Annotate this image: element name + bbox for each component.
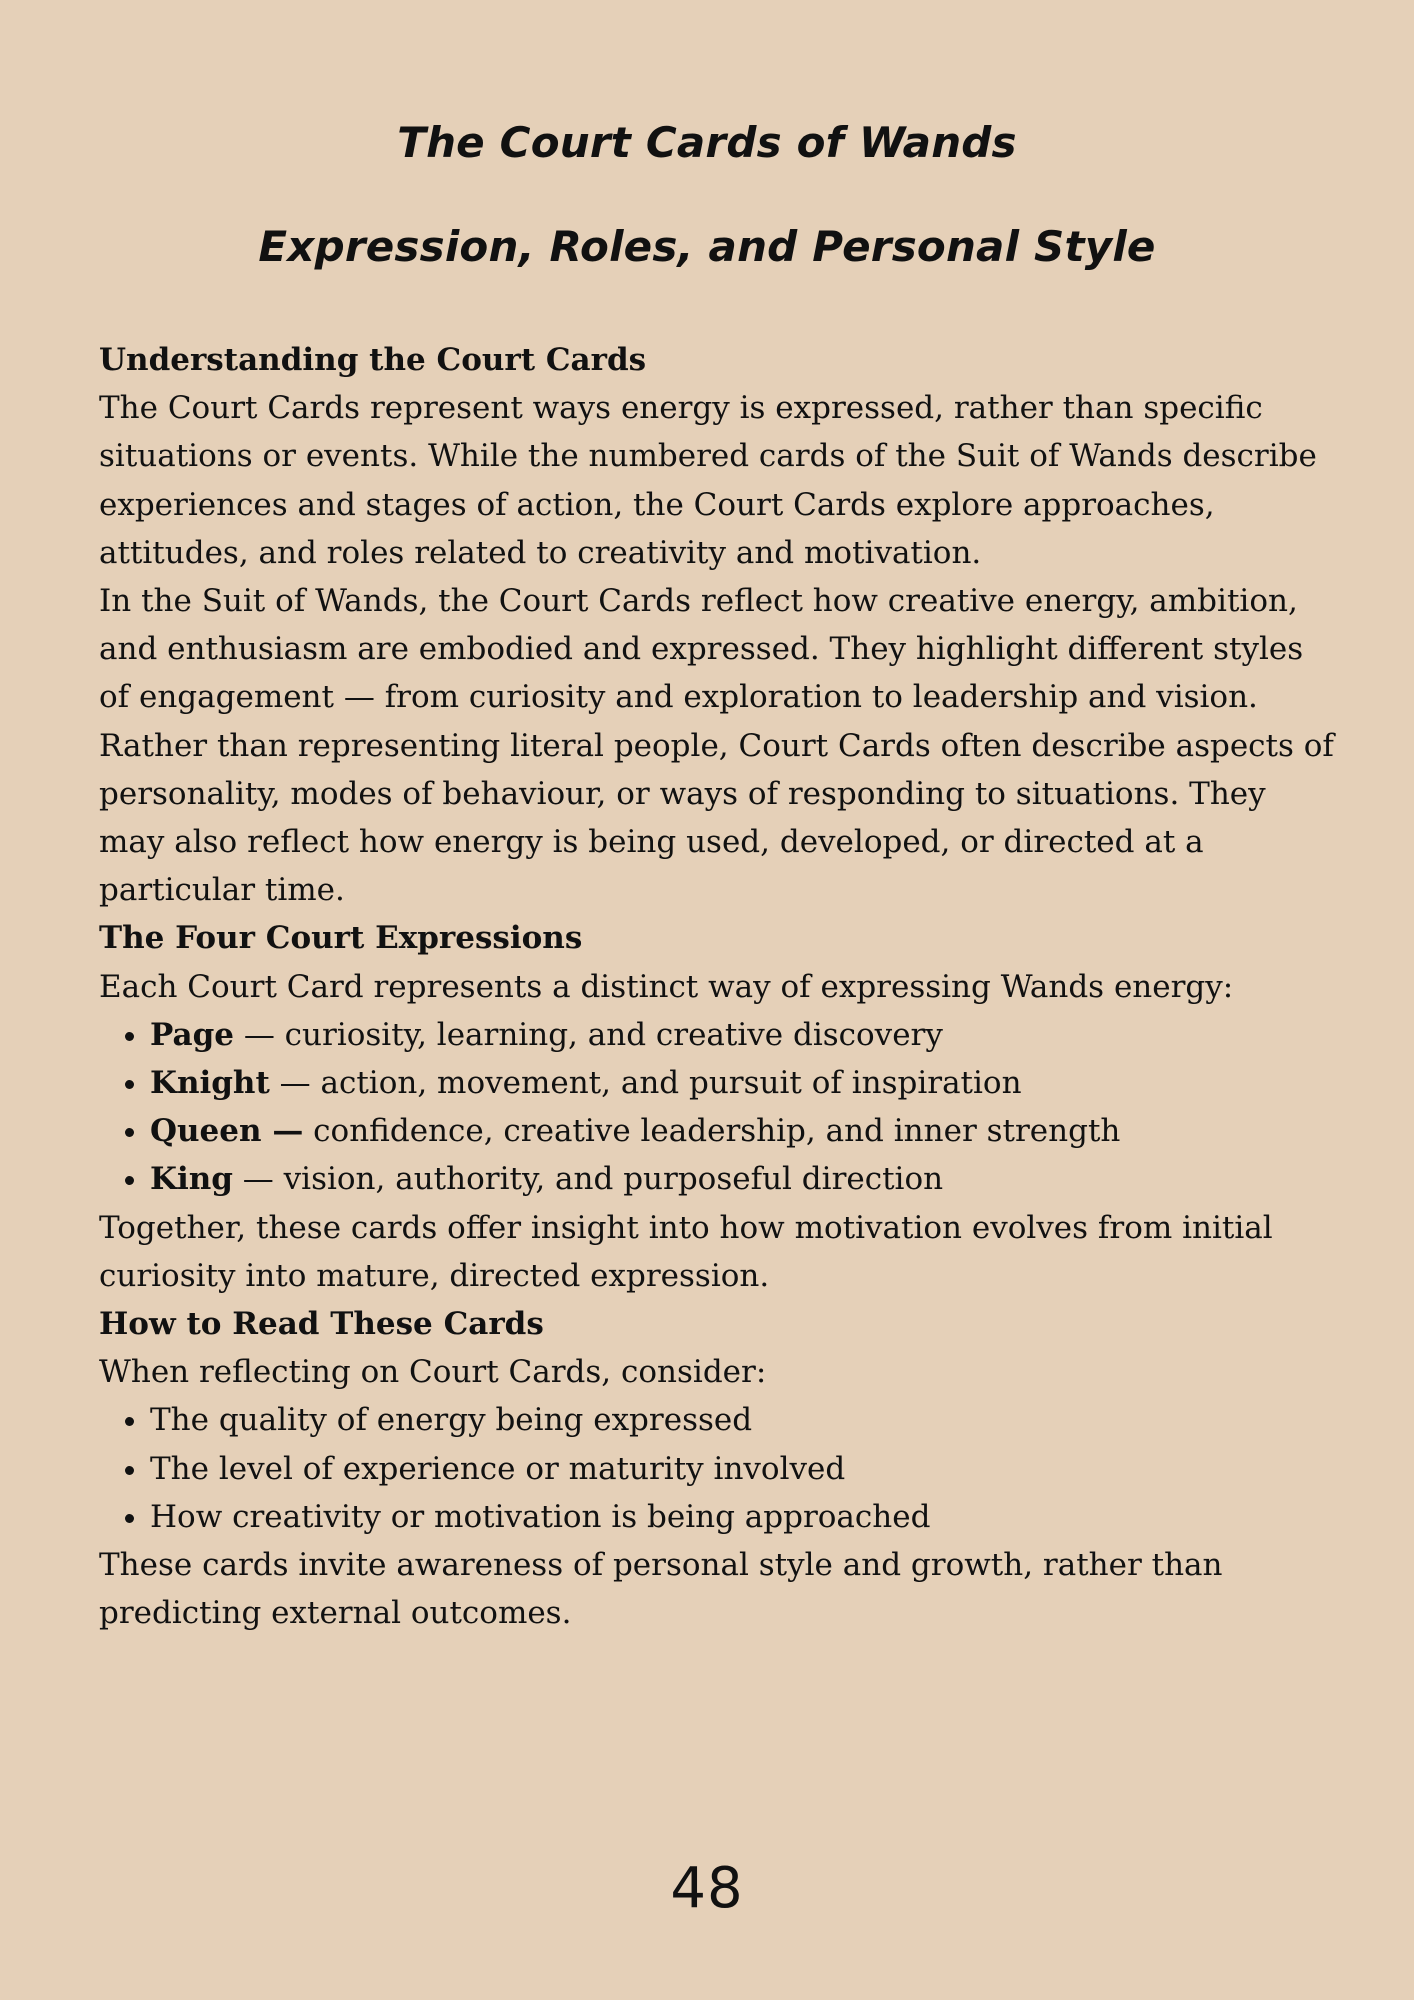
paragraph: Each Court Card represents a distinct way of expressing Wands energy: xyxy=(99,968,1234,1005)
list-item xyxy=(150,1011,1339,1059)
paragraph: When reflecting on Court Cards, consider: xyxy=(99,1354,767,1391)
list-item: • How creativity or motivation is being approached xyxy=(150,1493,1339,1541)
paragraph: These cards invite awareness of personal style and growth, rather than predicting external outcomes. xyxy=(99,1547,1223,1632)
list-item xyxy=(150,1107,1339,1155)
list-item-term: Page xyxy=(150,1016,234,1053)
list-item-term: Knight xyxy=(150,1065,270,1102)
paragraph: Together, these cards offer insight into how motivation evolves from initial curiosity into mature, directed expression. xyxy=(99,1209,1273,1294)
page-title: The Court Cards of Wands xyxy=(397,118,1017,167)
list-item-term: Queen — xyxy=(150,1113,304,1150)
paragraph: Rather than representing literal people, Court Cards often describe aspects of personality, modes of behaviour, or ways of responding to situations. They may also reflect how energy is being used, developed, or directed at a particular time. xyxy=(99,727,1334,909)
list-item-term: King xyxy=(150,1161,233,1198)
section-heading-understanding: Understanding the Court Cards xyxy=(99,342,647,378)
consideration-list xyxy=(99,1396,1339,1541)
section-heading-how-to-read: How to Read These Cards xyxy=(99,1306,544,1343)
page-number: 48 xyxy=(670,1856,744,1921)
list-item xyxy=(150,1059,1339,1107)
list-item-desc: confidence, creative leadership, and inner strength xyxy=(303,1113,1121,1150)
list-item: • The level of experience or maturity involved xyxy=(150,1445,1339,1493)
list-item xyxy=(150,1155,1339,1203)
section-heading-four-expressions: The Four Court Expressions xyxy=(99,920,583,957)
court-card-list xyxy=(99,1011,1339,1204)
paragraph: The Court Cards represent ways energy is expressed, rather than specific situations or events. While the numbered cards of the Suit of Wands describe experiences and stages of action, the Court Cards explore approaches, attitudes, and roles related to creativity and motivation. xyxy=(99,390,1317,571)
body-content xyxy=(99,336,1339,1637)
list-item-desc: — vision, authority, and purposeful direction xyxy=(232,1161,944,1198)
page-subtitle: Expression, Roles, and Personal Style xyxy=(258,222,1156,271)
list-item: • The quality of energy being expressed xyxy=(150,1396,1339,1444)
paragraph: In the Suit of Wands, the Court Cards reflect how creative energy, ambition, and enthusiasm are embodied and expressed. They highlight different styles of engagement — from curiosity and exploration to leadership and vision. xyxy=(99,583,1304,716)
list-item-desc: — action, movement, and pursuit of inspiration xyxy=(269,1065,1022,1102)
list-item-desc: — curiosity, learning, and creative discovery xyxy=(233,1016,943,1053)
